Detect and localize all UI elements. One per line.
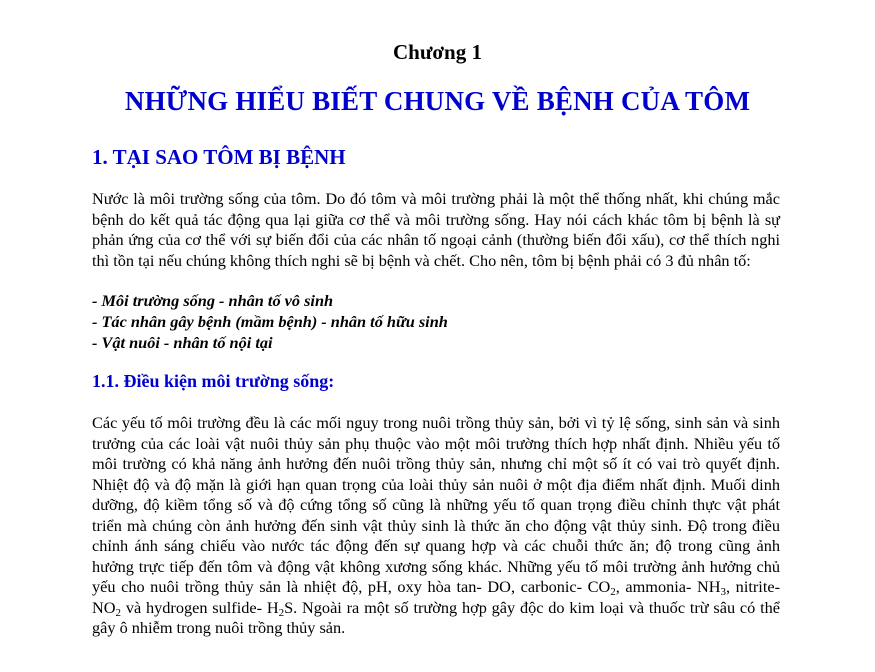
subscript: 2 [115,606,122,619]
chapter-label: Chương 1 [392,40,482,64]
paragraph-text: , nitrite- NO [92,577,780,617]
factor-item: - Vật nuôi - nhân tố nội tại [92,333,273,352]
section-1-heading: 1. TẠI SAO TÔM BỊ BỆNH [92,145,346,169]
factor-item: - Tác nhân gây bệnh (mầm bệnh) - nhân tố hữu sinh [92,312,448,331]
section-1-1-heading: 1.1. Điều kiện môi trường sống: [92,371,335,391]
chapter-title: NHỮNG HIỂU BIẾT CHUNG VỀ BỆNH CỦA TÔM [124,86,751,116]
paragraph-text: S. Ngoài ra một số trường hợp gây độc do kim loại và thuốc trừ sâu có thể gây ô nhiễm trong nuôi trồng thủy sản. [92,597,780,637]
subscript: 2 [278,606,285,619]
paragraph-text: Các yếu tố môi trường đều là các mối nguy trong nuôi trồng thủy sản, bởi vì tỷ lệ sống, sinh sản và sinh trưởng của các loài vật nuôi thủy sản phụ thuộc vào một môi trường thích hợp nhất định. Nhiều yếu tố môi trường có khả năng ảnh hưởng đến nuôi trồng thủy sản, nhưng chỉ một số ít có vai trò quyết định. Nhiệt độ và độ mặn là giới hạn quan trọng của loài thủy sản nuôi ở một địa điểm nhất định. Muối dinh dưỡng, độ kiềm tổng số và độ cứng tổng số cũng là những yếu tố quan trọng điều chỉnh thực vật phát triển mà chúng còn ảnh hưởng đến sinh vật thủy sinh là thức ăn cho động vật thủy sinh. Độ trong điều chỉnh ánh sáng chiếu vào nước tác động đến sự quang hợp và các chuỗi thức ăn; độ trong cũng ảnh hưởng trực tiếp đến tôm và động vật không xương sống khác. Những yếu tố môi trường ảnh hưởng chủ yếu cho nuôi trồng thủy sản là nhiệt độ, pH, oxy hòa tan- DO, carbonic- CO [92,413,780,596]
section-1-paragraph: Nước là môi trường sống của tôm. Do đó tôm và môi trường phải là một thể thống nhất, khi chúng mắc bệnh do kết quả tác động qua lại giữa cơ thể và môi trường sống. Hay nói cách khác tôm bị bệnh là sự phản ứng của cơ thể với sự biến đổi của các nhân tố ngoại cảnh (thường biến đổi xấu), cơ thể thích nghi thì tồn tại nếu chúng không thích nghi sẽ bị bệnh và chết. Cho nên, tôm bị bệnh phải có 3 đủ nhân tố: [92,189,780,270]
factor-list [92,290,448,353]
subscript: 3 [720,586,727,598]
factor-item: - Môi trường sống - nhân tố vô sinh [92,291,334,310]
paragraph-text: và hydrogen sulfide- H [121,597,279,617]
paragraph-text: , ammonia- NH [615,577,721,596]
section-1-1-paragraph [92,413,780,639]
subscript: 2 [610,586,616,598]
